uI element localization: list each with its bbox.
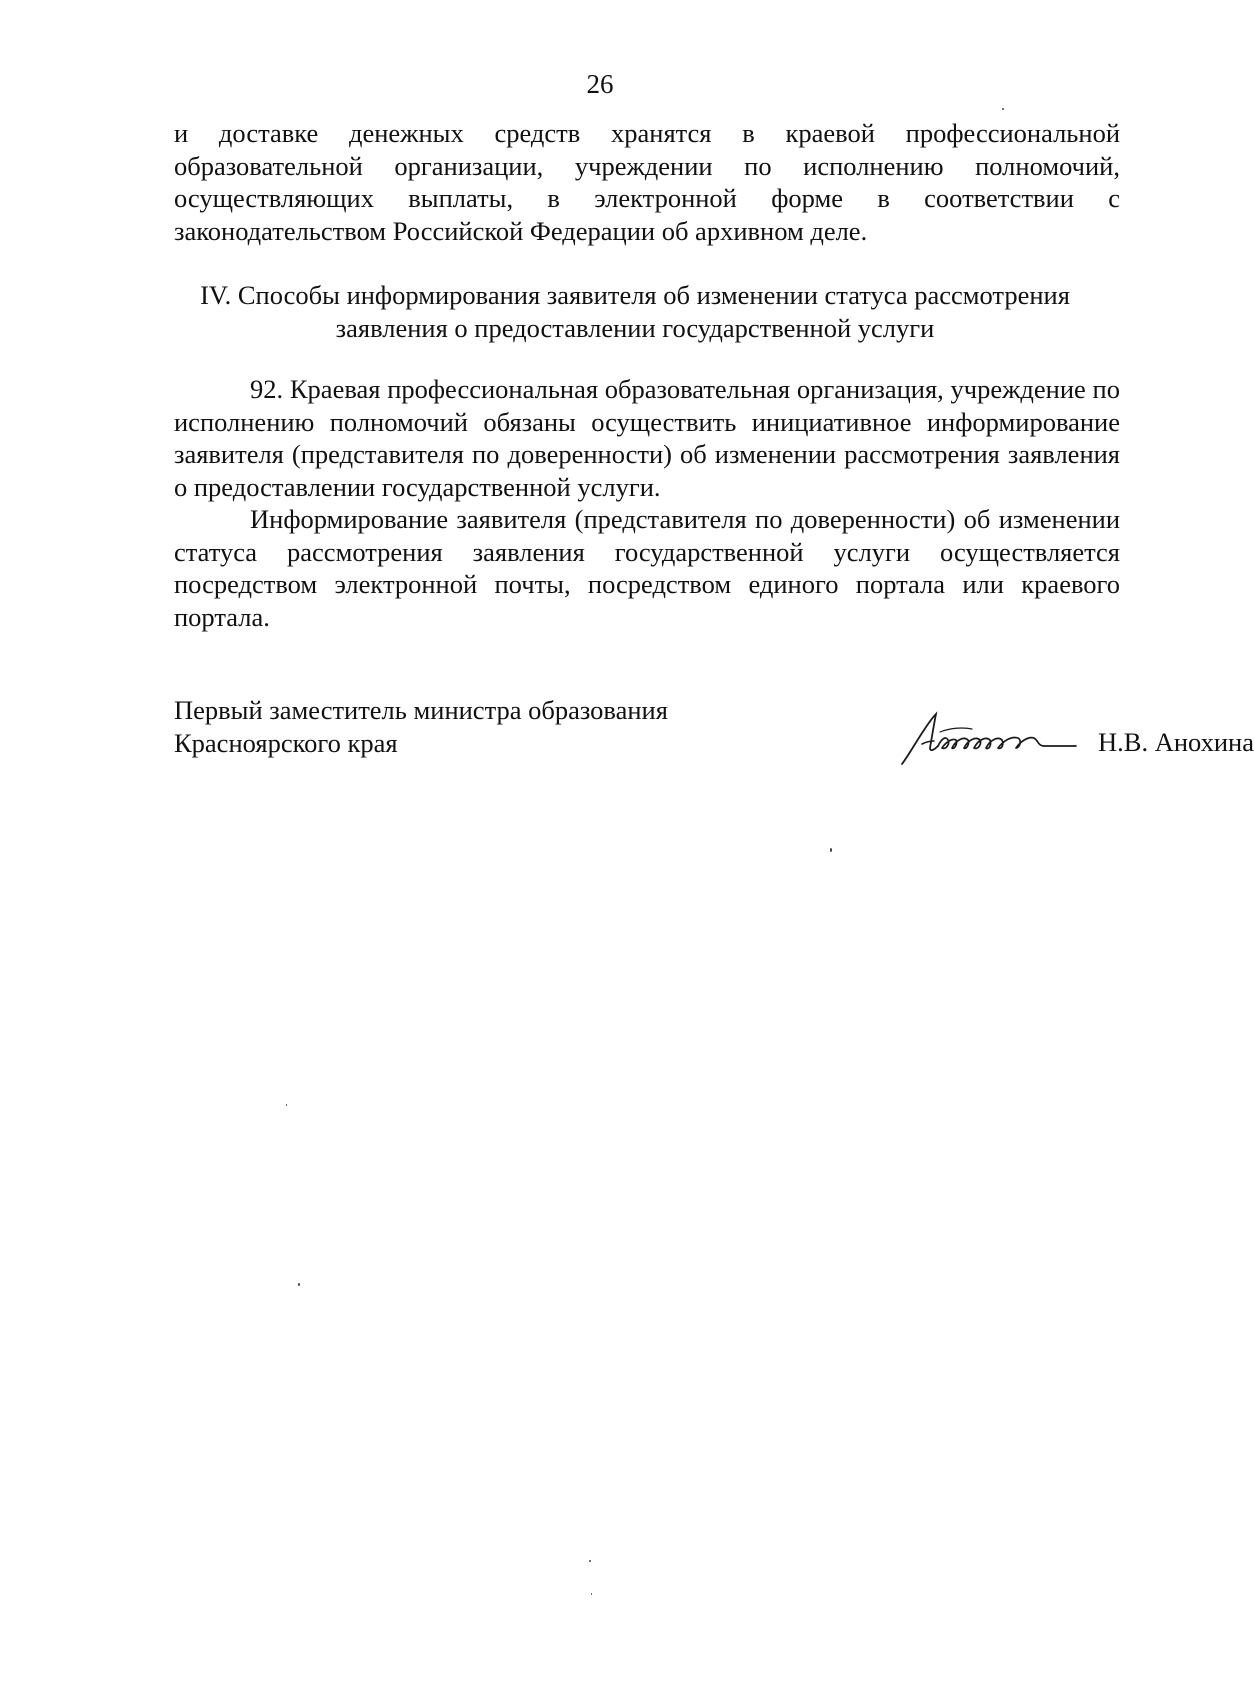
signature-block <box>174 694 1254 774</box>
scan-speck <box>591 1593 592 1595</box>
scan-speck <box>298 1283 300 1286</box>
scan-speck <box>1002 108 1004 110</box>
clause-92-paragraph1: 92. Краевая профессиональная образовательная организация, учреждение по исполнению полномочий обязаны осуществить инициативное информирование заявителя (представителя по доверенности) об изменении рассмотрения заявления о предоставлении государственной услуги. <box>174 374 1120 502</box>
clause-92-paragraph2: Информирование заявителя (представителя по доверенности) об изменении статуса рассмотрения заявления государственной услуги осуществляется посредством электронной почты, посредством единого портала или краевого портала. <box>174 504 1120 632</box>
signatory-position-line2: Красноярского края <box>174 727 398 758</box>
page-number: 26 <box>586 69 614 99</box>
paragraph-continued <box>174 117 1120 247</box>
signatory-position-line1: Первый заместитель министра образования <box>174 695 668 725</box>
section-heading-line2: заявления о предоставлении государственной услуги <box>335 312 935 343</box>
scan-speck <box>589 1560 591 1562</box>
handwritten-signature <box>894 694 1104 774</box>
signatory-position <box>174 694 668 759</box>
section-heading-line1: IV. Способы информирования заявителя об изменении статуса рассмотрения <box>200 280 1070 310</box>
paragraph-continued-text: и доставке денежных средств хранятся в краевой профессиональной образовательной организации, учреждении по исполнению полномочий, осуществляющих выплаты, в электронной форме в соответствии с законодательством Российской Федерации об архивном деле. <box>174 118 1120 246</box>
section-heading <box>150 279 1120 344</box>
clause-92 <box>174 373 1120 633</box>
signatory-name: Н.В. Анохина <box>1098 727 1254 757</box>
scan-speck <box>286 1104 287 1106</box>
scan-speck <box>830 848 832 852</box>
